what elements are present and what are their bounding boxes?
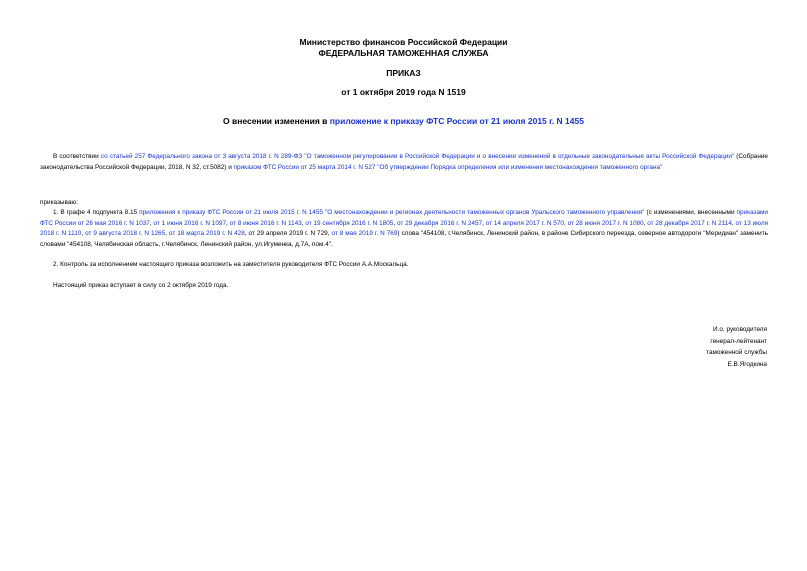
doc-title bbox=[0, 116, 807, 127]
preamble-text-2: (Собрание законодательства Российской Федерации, 2018, N 32, ст.5082) и bbox=[40, 153, 768, 171]
item1-text-1: 1. В графе 4 подпункта 8.15 bbox=[53, 209, 140, 216]
item1-link-1037[interactable]: приказами ФТС России от 26 мая 2016 г. N 1037 bbox=[40, 209, 768, 227]
item1-link-2114[interactable]: от 28 декабря 2017 г. N 2114 bbox=[647, 219, 732, 227]
doc-title-link[interactable]: приложение к приказу ФТС России от 21 июля 2015 г. N 1455 bbox=[329, 116, 584, 126]
item1-paragraph: 1. В графе 4 подпункта 8.15 приложения к приказу ФТС России от 21 июля 2015 г. N 1455 "О местонахождении и регионах деятельности таможенных органов Уральского таможенного управления" (с изменениями, внесенными приказами ФТС России от 26 мая 2016 г. N 1037, от 1 июня 2016 г. N 1097, от 8 июня 2016 г. N 1143, от 19 сентября 2016 г. N 1805, от 29 декабря 2016 г. N 2457, от 14 апреля 2017 г. N 570, от 28 июня 2017 г. N 1080, от 28 декабря 2017 г. N 2114, от 13 июля 2018 г. N 1110, от 9 августа 2018 г. N 1265, от 18 марта 2019 г. N 428, от 29 апреля 2019 г. N 729, от 8 мая 2019 г. N 769) слова "454108, г.Челябинск, Ленинский район, в районе Сибирского переезда, северное автодороги "Меридиан" заменить словами "454108, Челябинская область, г.Челябинск, Ленинский район, ул.Игуменка, д.7А, пом.4". bbox=[40, 209, 769, 248]
item1-link-2457[interactable]: от 29 декабря 2016 г. N 2457 bbox=[396, 219, 483, 227]
doc-type: ПРИКАЗ bbox=[386, 68, 421, 78]
signature-line-1: И.о. руководителя bbox=[713, 326, 767, 333]
item1-link-appendix[interactable]: приложения к приказу ФТС России от 21 июля 2015 г. N 1455 "О местонахождении и регионах деятельности таможенных органов Уральского таможенного управления" bbox=[139, 209, 645, 216]
item1-link-428[interactable]: от 18 марта 2019 г. N 428 bbox=[168, 230, 245, 237]
signature-line-2: генерал-лейтенант bbox=[710, 337, 767, 345]
doc-title-prefix: О внесении изменения в bbox=[223, 116, 330, 126]
signature-line-3: таможенной службы bbox=[706, 349, 767, 356]
ministry-name: Министерство финансов Российской Федерации bbox=[299, 37, 508, 47]
item1-link-570[interactable]: от 14 апреля 2017 г. N 570 bbox=[485, 219, 564, 227]
order-word: приказываю: bbox=[40, 199, 78, 206]
preamble-link-order[interactable]: приказом ФТС России от 25 марта 2014 г. N 527 "Об утверждении Порядка определения или изменения местонахождения таможенного органа" bbox=[233, 163, 663, 171]
item1-link-769[interactable]: от 8 мая 2019 г. N 769 bbox=[331, 230, 398, 237]
item1-link-1143[interactable]: от 8 июня 2016 г. N 1143 bbox=[229, 219, 302, 227]
signature-name: Е.В.Ягодкина bbox=[727, 360, 767, 368]
effective-date-paragraph: Настоящий приказ вступает в силу со 2 октября 2019 года. bbox=[53, 282, 229, 289]
item2-paragraph: 2. Контроль за исполнением настоящего приказа возложить на заместителя руководителя ФТС России А.А.Москальца. bbox=[53, 261, 409, 268]
doc-date: от 1 октября 2019 года N 1519 bbox=[341, 87, 466, 97]
preamble-paragraph bbox=[40, 152, 768, 173]
item1-link-1097[interactable]: от 1 июня 2016 г. N 1097 bbox=[153, 219, 227, 227]
item1-text-4: ) слова "454108, г.Челябинск, Ленинский район, в районе Сибирского переезда, северное автодороги "Меридиан" заменить словами "454108, Челябинская область, г.Челябинск, Ленинский район, ул.Игуменка, д.7А, пом.4". bbox=[40, 230, 768, 248]
item1-text-729: от 29 апреля 2019 г. N 729 bbox=[248, 230, 328, 237]
item1-link-1805[interactable]: от 19 сентября 2016 г. N 1805 bbox=[305, 219, 394, 227]
signature-block bbox=[567, 324, 767, 370]
item1-link-1110[interactable]: от 13 июля 2018 г. N 1110 bbox=[40, 219, 769, 237]
item1-link-1080[interactable]: от 28 июня 2017 г. N 1080 bbox=[567, 219, 644, 227]
preamble-text-1: В соответствии bbox=[53, 153, 101, 160]
service-name: ФЕДЕРАЛЬНАЯ ТАМОЖЕННАЯ СЛУЖБА bbox=[318, 48, 489, 58]
preamble-link-law[interactable]: со статьей 257 Федерального закона от 3 августа 2018 г. N 289-ФЗ "О таможенном регулировании в Российской Федерации и о внесении изменений в отдельные законодательные акты Российской Федерации" bbox=[100, 153, 735, 160]
item1-link-1265[interactable]: от 9 августа 2018 г. N 1265 bbox=[85, 230, 166, 237]
item1-text-2: (с изменениями, внесенными bbox=[644, 209, 737, 216]
